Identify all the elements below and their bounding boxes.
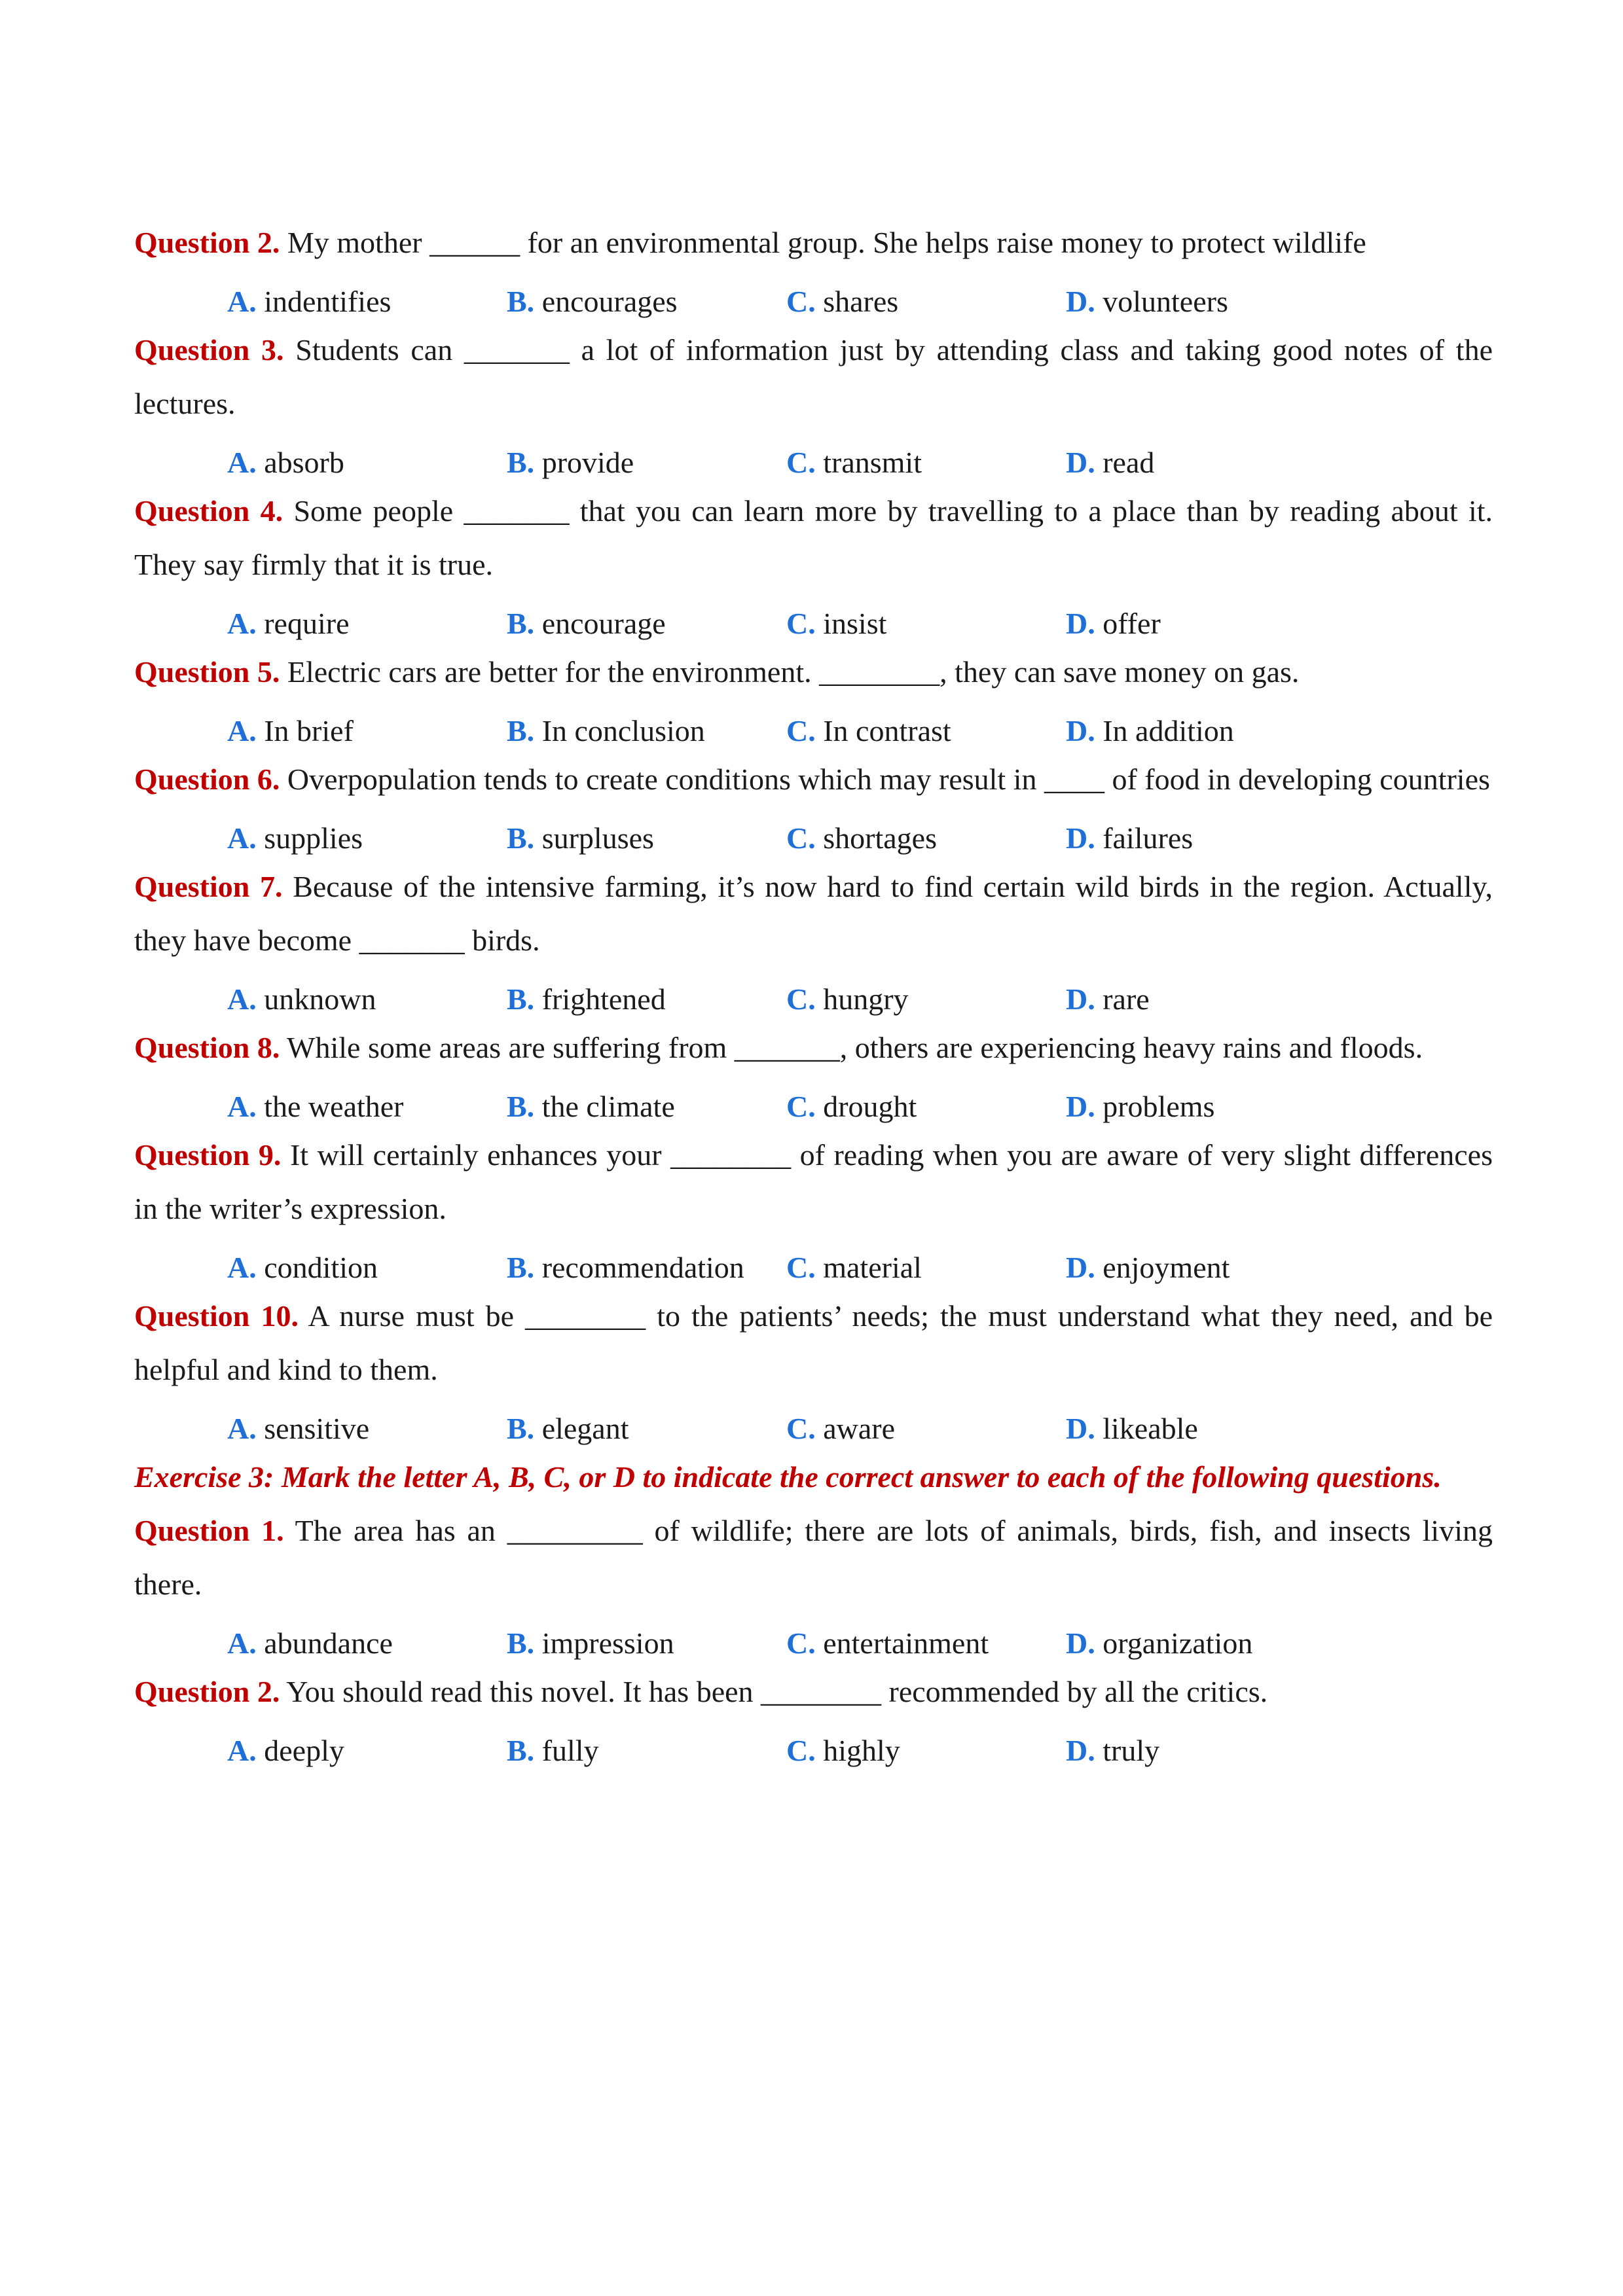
option-letter: C.	[786, 1412, 816, 1445]
question-block	[134, 1289, 1493, 1450]
option-letter: A.	[227, 714, 257, 747]
option-text: In addition	[1103, 714, 1234, 747]
option-text: the weather	[264, 1090, 404, 1123]
option-letter: A.	[227, 1090, 257, 1123]
question-block	[134, 323, 1493, 484]
question-block	[134, 1665, 1493, 1772]
question-block	[134, 1021, 1493, 1128]
question-stem	[134, 323, 1493, 431]
answer-option[interactable]	[507, 1729, 786, 1772]
option-letter: A.	[227, 607, 257, 640]
option-letter: C.	[786, 1090, 816, 1123]
answer-option[interactable]	[786, 817, 1066, 860]
option-letter: B.	[507, 285, 535, 318]
question-block	[134, 1128, 1493, 1289]
option-letter: C.	[786, 821, 816, 855]
question-stem	[134, 484, 1493, 592]
answer-option[interactable]	[786, 280, 1066, 323]
option-text: problems	[1103, 1090, 1215, 1123]
option-letter: D.	[1066, 1251, 1095, 1284]
exercise-3-heading: Exercise 3: Mark the letter A, B, C, or D to indicate the correct answer to each of the following questions.	[134, 1460, 1442, 1494]
question-number: Question 2.	[134, 226, 280, 259]
option-text: truly	[1103, 1734, 1160, 1767]
answer-options	[227, 1407, 1493, 1450]
option-letter: B.	[507, 1251, 535, 1284]
question-text: My mother ______ for an environmental group. She helps raise money to protect wildlife	[287, 226, 1366, 259]
question-text: Some people _______ that you can learn more by travelling to a place than by reading about it. They say firmly that it is true.	[134, 494, 1493, 581]
question-block	[134, 753, 1493, 860]
question-number: Question 9.	[134, 1138, 282, 1172]
answer-option[interactable]	[507, 1246, 786, 1289]
exercise-2-question-list	[134, 216, 1493, 1450]
option-letter: A.	[227, 446, 257, 479]
option-letter: D.	[1066, 285, 1095, 318]
answer-option[interactable]	[786, 1246, 1066, 1289]
answer-option[interactable]	[227, 817, 507, 860]
question-number: Question 6.	[134, 762, 280, 796]
question-text: While some areas are suffering from _______, others are experiencing heavy rains and floods.	[287, 1031, 1423, 1064]
answer-option[interactable]	[786, 1407, 1066, 1450]
question-text: Electric cars are better for the environment. ________, they can save money on gas.	[287, 655, 1300, 689]
option-letter: B.	[507, 982, 535, 1016]
answer-options	[227, 602, 1493, 645]
answer-option[interactable]	[786, 441, 1066, 484]
option-text: the climate	[541, 1090, 675, 1123]
option-letter: B.	[507, 1734, 535, 1767]
option-text: deeply	[264, 1734, 344, 1767]
answer-option[interactable]	[1066, 709, 1345, 753]
option-letter: D.	[1066, 714, 1095, 747]
question-block	[134, 1504, 1493, 1665]
option-letter: B.	[507, 446, 535, 479]
option-text: In brief	[264, 714, 354, 747]
option-text: transmit	[823, 446, 922, 479]
option-letter: D.	[1066, 1626, 1095, 1660]
question-stem	[134, 1665, 1493, 1719]
option-text: highly	[823, 1734, 900, 1767]
answer-option[interactable]	[507, 978, 786, 1021]
document-page	[134, 216, 1493, 1772]
option-text: indentifies	[264, 285, 392, 318]
answer-option[interactable]	[1066, 1085, 1345, 1128]
answer-option[interactable]	[1066, 978, 1345, 1021]
option-letter: C.	[786, 714, 816, 747]
option-letter: B.	[507, 714, 535, 747]
option-letter: A.	[227, 821, 257, 855]
question-number: Question 1.	[134, 1514, 284, 1547]
question-text: It will certainly enhances your ________ of reading when you are aware of very slight differences in the writer’s expression.	[134, 1138, 1493, 1225]
option-text: supplies	[264, 821, 363, 855]
option-text: recommendation	[541, 1251, 744, 1284]
option-text: likeable	[1103, 1412, 1198, 1445]
answer-options	[227, 1729, 1493, 1772]
option-text: insist	[823, 607, 887, 640]
question-number: Question 10.	[134, 1299, 299, 1333]
answer-option[interactable]	[786, 602, 1066, 645]
answer-option[interactable]	[507, 709, 786, 753]
answer-options	[227, 1085, 1493, 1128]
option-text: condition	[264, 1251, 378, 1284]
answer-option[interactable]	[786, 1622, 1066, 1665]
option-letter: C.	[786, 285, 816, 318]
option-text: encourages	[541, 285, 678, 318]
option-text: shortages	[823, 821, 937, 855]
question-block	[134, 645, 1493, 753]
answer-option[interactable]	[227, 1729, 507, 1772]
option-text: hungry	[823, 982, 909, 1016]
answer-option[interactable]	[227, 1622, 507, 1665]
answer-options	[227, 817, 1493, 860]
option-letter: D.	[1066, 982, 1095, 1016]
answer-options	[227, 978, 1493, 1021]
question-text: You should read this novel. It has been ________ recommended by all the critics.	[286, 1675, 1268, 1708]
option-text: elegant	[541, 1412, 629, 1445]
option-letter: A.	[227, 982, 257, 1016]
question-block	[134, 484, 1493, 645]
answer-option[interactable]	[507, 1085, 786, 1128]
answer-option[interactable]	[227, 1246, 507, 1289]
option-letter: D.	[1066, 1090, 1095, 1123]
option-text: absorb	[264, 446, 344, 479]
question-stem	[134, 1504, 1493, 1611]
option-text: frightened	[541, 982, 666, 1016]
option-text: require	[264, 607, 350, 640]
option-text: offer	[1103, 607, 1161, 640]
question-stem	[134, 1289, 1493, 1397]
option-letter: C.	[786, 982, 816, 1016]
answer-options	[227, 709, 1493, 753]
answer-options	[227, 1622, 1493, 1665]
option-text: In contrast	[823, 714, 951, 747]
option-letter: D.	[1066, 1412, 1095, 1445]
question-block	[134, 216, 1493, 323]
answer-option[interactable]	[507, 280, 786, 323]
answer-option[interactable]	[507, 817, 786, 860]
option-text: shares	[823, 285, 899, 318]
answer-option[interactable]	[786, 709, 1066, 753]
answer-options	[227, 1246, 1493, 1289]
option-letter: B.	[507, 1090, 535, 1123]
question-block	[134, 860, 1493, 1021]
option-text: sensitive	[264, 1412, 370, 1445]
question-number: Question 8.	[134, 1031, 280, 1064]
question-stem	[134, 645, 1493, 699]
option-letter: A.	[227, 1412, 257, 1445]
option-letter: D.	[1066, 821, 1095, 855]
answer-option[interactable]	[1066, 1407, 1345, 1450]
option-text: failures	[1103, 821, 1194, 855]
answer-option[interactable]	[1066, 602, 1345, 645]
option-letter: B.	[507, 1412, 535, 1445]
option-letter: B.	[507, 1626, 535, 1660]
option-text: encourage	[541, 607, 666, 640]
option-text: read	[1103, 446, 1155, 479]
question-number: Question 3.	[134, 333, 284, 367]
option-letter: A.	[227, 285, 257, 318]
option-letter: C.	[786, 607, 816, 640]
question-number: Question 7.	[134, 870, 283, 903]
option-text: enjoyment	[1103, 1251, 1230, 1284]
answer-option[interactable]	[227, 1407, 507, 1450]
answer-option[interactable]	[786, 1085, 1066, 1128]
option-letter: A.	[227, 1251, 257, 1284]
answer-option[interactable]	[1066, 1246, 1345, 1289]
option-letter: D.	[1066, 1734, 1095, 1767]
answer-option[interactable]	[507, 1622, 786, 1665]
option-text: surpluses	[541, 821, 654, 855]
option-text: aware	[823, 1412, 896, 1445]
answer-options	[227, 441, 1493, 484]
answer-options	[227, 280, 1493, 323]
option-letter: B.	[507, 821, 535, 855]
option-letter: C.	[786, 1734, 816, 1767]
question-number: Question 5.	[134, 655, 280, 689]
question-stem	[134, 1128, 1493, 1236]
option-text: volunteers	[1103, 285, 1228, 318]
question-text: The area has an _________ of wildlife; there are lots of animals, birds, fish, and insects living there.	[134, 1514, 1493, 1601]
option-text: material	[823, 1251, 922, 1284]
option-text: rare	[1103, 982, 1150, 1016]
option-text: abundance	[264, 1626, 393, 1660]
answer-option[interactable]	[227, 280, 507, 323]
question-stem	[134, 216, 1493, 270]
answer-option[interactable]	[227, 602, 507, 645]
option-letter: A.	[227, 1626, 257, 1660]
option-text: entertainment	[823, 1626, 989, 1660]
answer-option[interactable]	[1066, 817, 1345, 860]
answer-option[interactable]	[1066, 1622, 1345, 1665]
question-number: Question 4.	[134, 494, 283, 528]
option-text: organization	[1103, 1626, 1253, 1660]
answer-option[interactable]	[507, 441, 786, 484]
question-text: A nurse must be ________ to the patients’ needs; the must understand what they need, and be helpful and kind to them.	[134, 1299, 1493, 1386]
option-text: drought	[823, 1090, 917, 1123]
option-letter: C.	[786, 1626, 816, 1660]
exercise-3-question-list	[134, 1504, 1493, 1772]
option-text: provide	[541, 446, 634, 479]
option-text: impression	[541, 1626, 674, 1660]
question-number: Question 2.	[134, 1675, 280, 1708]
answer-option[interactable]	[227, 1085, 507, 1128]
option-text: In conclusion	[541, 714, 705, 747]
answer-option[interactable]	[786, 978, 1066, 1021]
option-letter: C.	[786, 1251, 816, 1284]
answer-option[interactable]	[1066, 280, 1345, 323]
option-letter: B.	[507, 607, 535, 640]
option-text: fully	[541, 1734, 599, 1767]
option-text: unknown	[264, 982, 376, 1016]
answer-option[interactable]	[507, 602, 786, 645]
option-letter: D.	[1066, 607, 1095, 640]
question-stem	[134, 860, 1493, 967]
option-letter: A.	[227, 1734, 257, 1767]
question-text: Overpopulation tends to create conditions which may result in ____ of food in developing countries	[287, 762, 1490, 796]
answer-option[interactable]	[1066, 1729, 1345, 1772]
answer-option[interactable]	[227, 978, 507, 1021]
question-text: Because of the intensive farming, it’s now hard to find certain wild birds in the region. Actually, they have become _______ birds.	[134, 870, 1493, 957]
question-text: Students can _______ a lot of information just by attending class and taking good notes of the lectures.	[134, 333, 1493, 420]
question-stem	[134, 1021, 1493, 1075]
answer-option[interactable]	[1066, 441, 1345, 484]
answer-option[interactable]	[507, 1407, 786, 1450]
answer-option[interactable]	[227, 441, 507, 484]
option-letter: C.	[786, 446, 816, 479]
answer-option[interactable]	[786, 1729, 1066, 1772]
answer-option[interactable]	[227, 709, 507, 753]
question-stem	[134, 753, 1493, 806]
option-letter: D.	[1066, 446, 1095, 479]
